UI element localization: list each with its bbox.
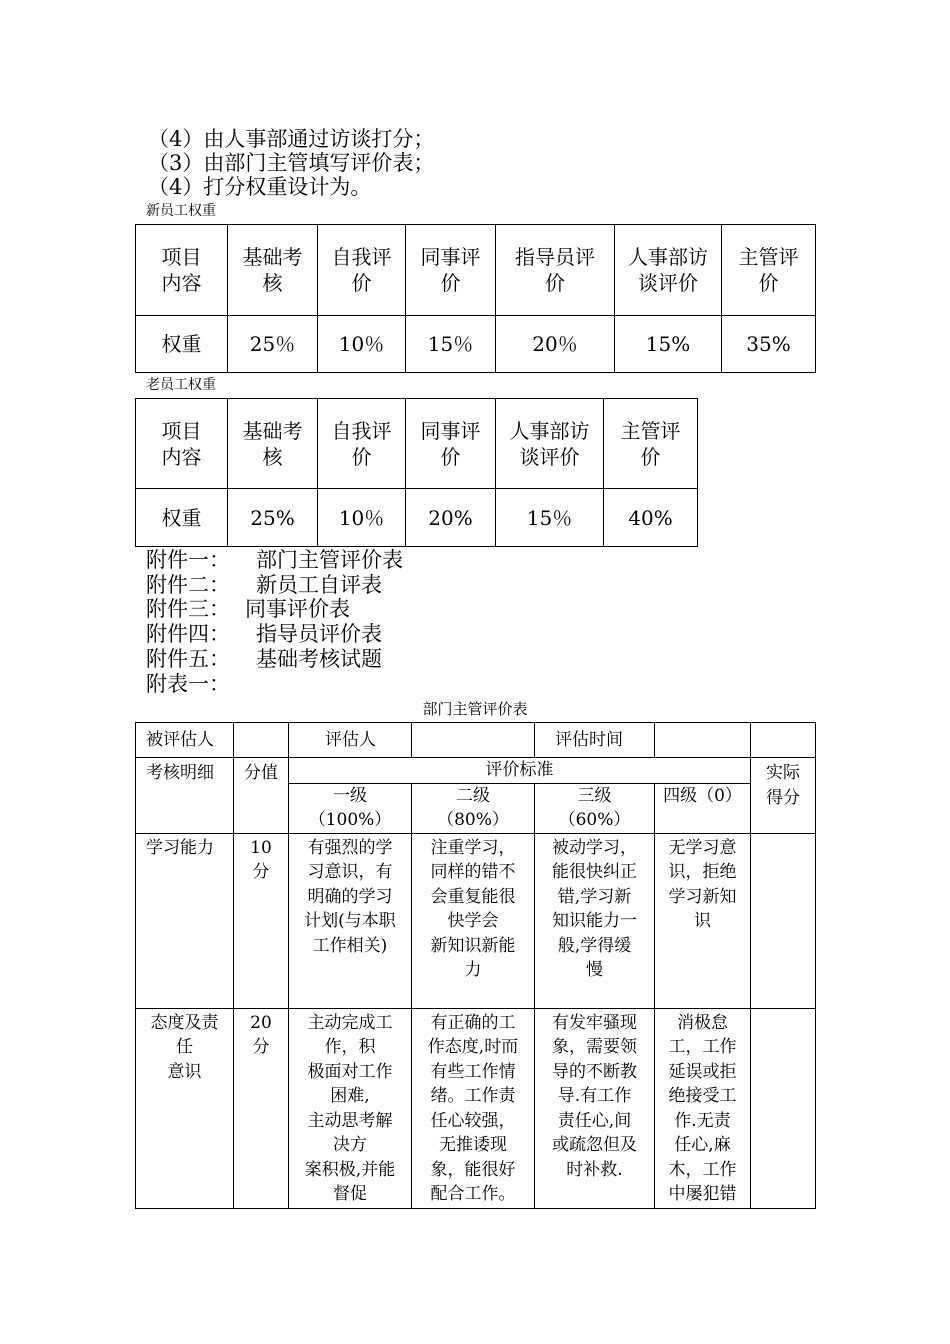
weight-value: 35%	[722, 316, 816, 373]
weight-value: 15％	[496, 489, 604, 547]
weight-value: 25％	[228, 316, 318, 373]
attachment-label: 附件一：	[146, 548, 230, 572]
row-label: 权重	[136, 489, 228, 547]
row-item: 学习能力	[136, 833, 234, 1008]
attachment-label: 附件五：	[146, 647, 230, 671]
eval-time-label: 评估时间	[535, 723, 655, 758]
weight-value: 15％	[406, 316, 496, 373]
eval-header-row	[136, 758, 816, 784]
header-mentor-eval: 指导员评 价	[496, 225, 615, 316]
eval-time-value[interactable]	[655, 723, 751, 758]
eval-table-title: 部门主管评价表	[422, 700, 528, 718]
attachment-6	[146, 672, 546, 696]
intro-line-3: （4）打分权重设计为。	[148, 175, 372, 199]
attachment-label: 附件二：	[146, 573, 230, 597]
supervisor-eval-table	[135, 722, 816, 1209]
row-level-3: 有发牢骚现 象，需要领 导的不断教 导.有工作 责任心,间 或疏忽但及 时补救.	[535, 1008, 655, 1208]
attachment-value: 指导员评价表	[256, 622, 382, 646]
weight-row	[136, 316, 816, 373]
intro-line-1: （4）由人事部通过访谈打分；	[148, 127, 435, 151]
header-item: 项目 内容	[136, 399, 228, 489]
evaluatee-value[interactable]	[234, 723, 289, 758]
header-hr-interview: 人事部访 谈评价	[496, 399, 604, 489]
row-label: 权重	[136, 316, 228, 373]
header-hr-interview: 人事部访 谈评价	[615, 225, 722, 316]
header-item: 考核明细	[136, 758, 234, 834]
header-row	[136, 225, 816, 316]
row-level-3: 被动学习， 能很快纠正 错,学习新 知识能力一 般,学得缓 慢	[535, 833, 655, 1008]
intro-line-2: （3）由部门主管填写评价表；	[148, 151, 435, 175]
eval-blank	[751, 723, 816, 758]
header-supervisor-eval: 主管评 价	[722, 225, 816, 316]
row-actual-score[interactable]	[751, 833, 816, 1008]
attachment-value: 部门主管评价表	[256, 548, 403, 572]
header-row	[136, 399, 698, 489]
header-supervisor-eval: 主管评 价	[604, 399, 698, 489]
new-staff-caption: 新员工权重	[146, 203, 216, 219]
row-score: 20 分	[234, 1008, 289, 1208]
header-basic-exam: 基础考 核	[228, 399, 318, 489]
weight-value: 40%	[604, 489, 698, 547]
attachment-label: 附件三：	[146, 597, 230, 621]
attachment-1	[146, 548, 546, 572]
evaluatee-label: 被评估人	[136, 723, 234, 758]
attachment-2	[146, 573, 546, 597]
header-self-eval: 自我评 价	[318, 225, 406, 316]
row-score: 10 分	[234, 833, 289, 1008]
header-standard: 评价标准	[289, 758, 751, 784]
weight-value: 20%	[406, 489, 496, 547]
table-row	[136, 1008, 816, 1208]
attachment-3	[146, 597, 546, 621]
attachment-value: 同事评价表	[245, 597, 350, 621]
evaluator-label: 评估人	[289, 723, 412, 758]
header-item: 项目 内容	[136, 225, 228, 316]
header-score: 分值	[234, 758, 289, 834]
attachment-label: 附件四：	[146, 622, 230, 646]
header-self-eval: 自我评 价	[318, 399, 406, 489]
eval-row-info	[136, 723, 816, 758]
level-2: 二级 （80%）	[412, 783, 535, 833]
weight-value: 10％	[318, 489, 406, 547]
row-level-1: 有强烈的学 习意识，有 明确的学习 计划(与本职 工作相关)	[289, 833, 412, 1008]
row-level-1: 主动完成工 作，积 极面对工作 困难, 主动思考解 决方 案积极,并能 督促	[289, 1008, 412, 1208]
weight-value: 20％	[496, 316, 615, 373]
attachment-4	[146, 622, 546, 646]
row-level-2: 有正确的工 作态度,时而 有些工作情 绪。工作责 任心较强， 无推诿现 象，能很好 配合工作。	[412, 1008, 535, 1208]
weight-value: 15%	[615, 316, 722, 373]
table-row	[136, 833, 816, 1008]
row-item: 态度及责 任 意识	[136, 1008, 234, 1208]
weight-value: 10％	[318, 316, 406, 373]
header-basic-exam: 基础考 核	[228, 225, 318, 316]
header-actual-score: 实际 得分	[751, 758, 816, 834]
level-4: 四级（0）	[655, 783, 751, 833]
weight-value: 25%	[228, 489, 318, 547]
attachment-value: 新员工自评表	[256, 573, 382, 597]
row-level-2: 注重学习， 同样的错不 会重复能很 快学会 新知识新能 力	[412, 833, 535, 1008]
header-peer-eval: 同事评 价	[406, 399, 496, 489]
weight-row	[136, 489, 698, 547]
header-peer-eval: 同事评 价	[406, 225, 496, 316]
row-level-4: 消极怠 工，工作 延误或拒 绝接受工 作.无责 任心,麻 木，工作 中屡犯错	[655, 1008, 751, 1208]
attachment-value: 基础考核试题	[256, 647, 382, 671]
level-1: 一级 （100%）	[289, 783, 412, 833]
old-staff-caption: 老员工权重	[146, 377, 216, 393]
attachment-label: 附表一：	[146, 672, 230, 696]
evaluator-value[interactable]	[412, 723, 535, 758]
row-actual-score[interactable]	[751, 1008, 816, 1208]
attachment-5	[146, 647, 546, 671]
row-level-4: 无学习意 识，拒绝 学习新知 识	[655, 833, 751, 1008]
level-3: 三级 （60%）	[535, 783, 655, 833]
new-staff-weight-table	[135, 224, 816, 373]
old-staff-weight-table	[135, 398, 698, 547]
